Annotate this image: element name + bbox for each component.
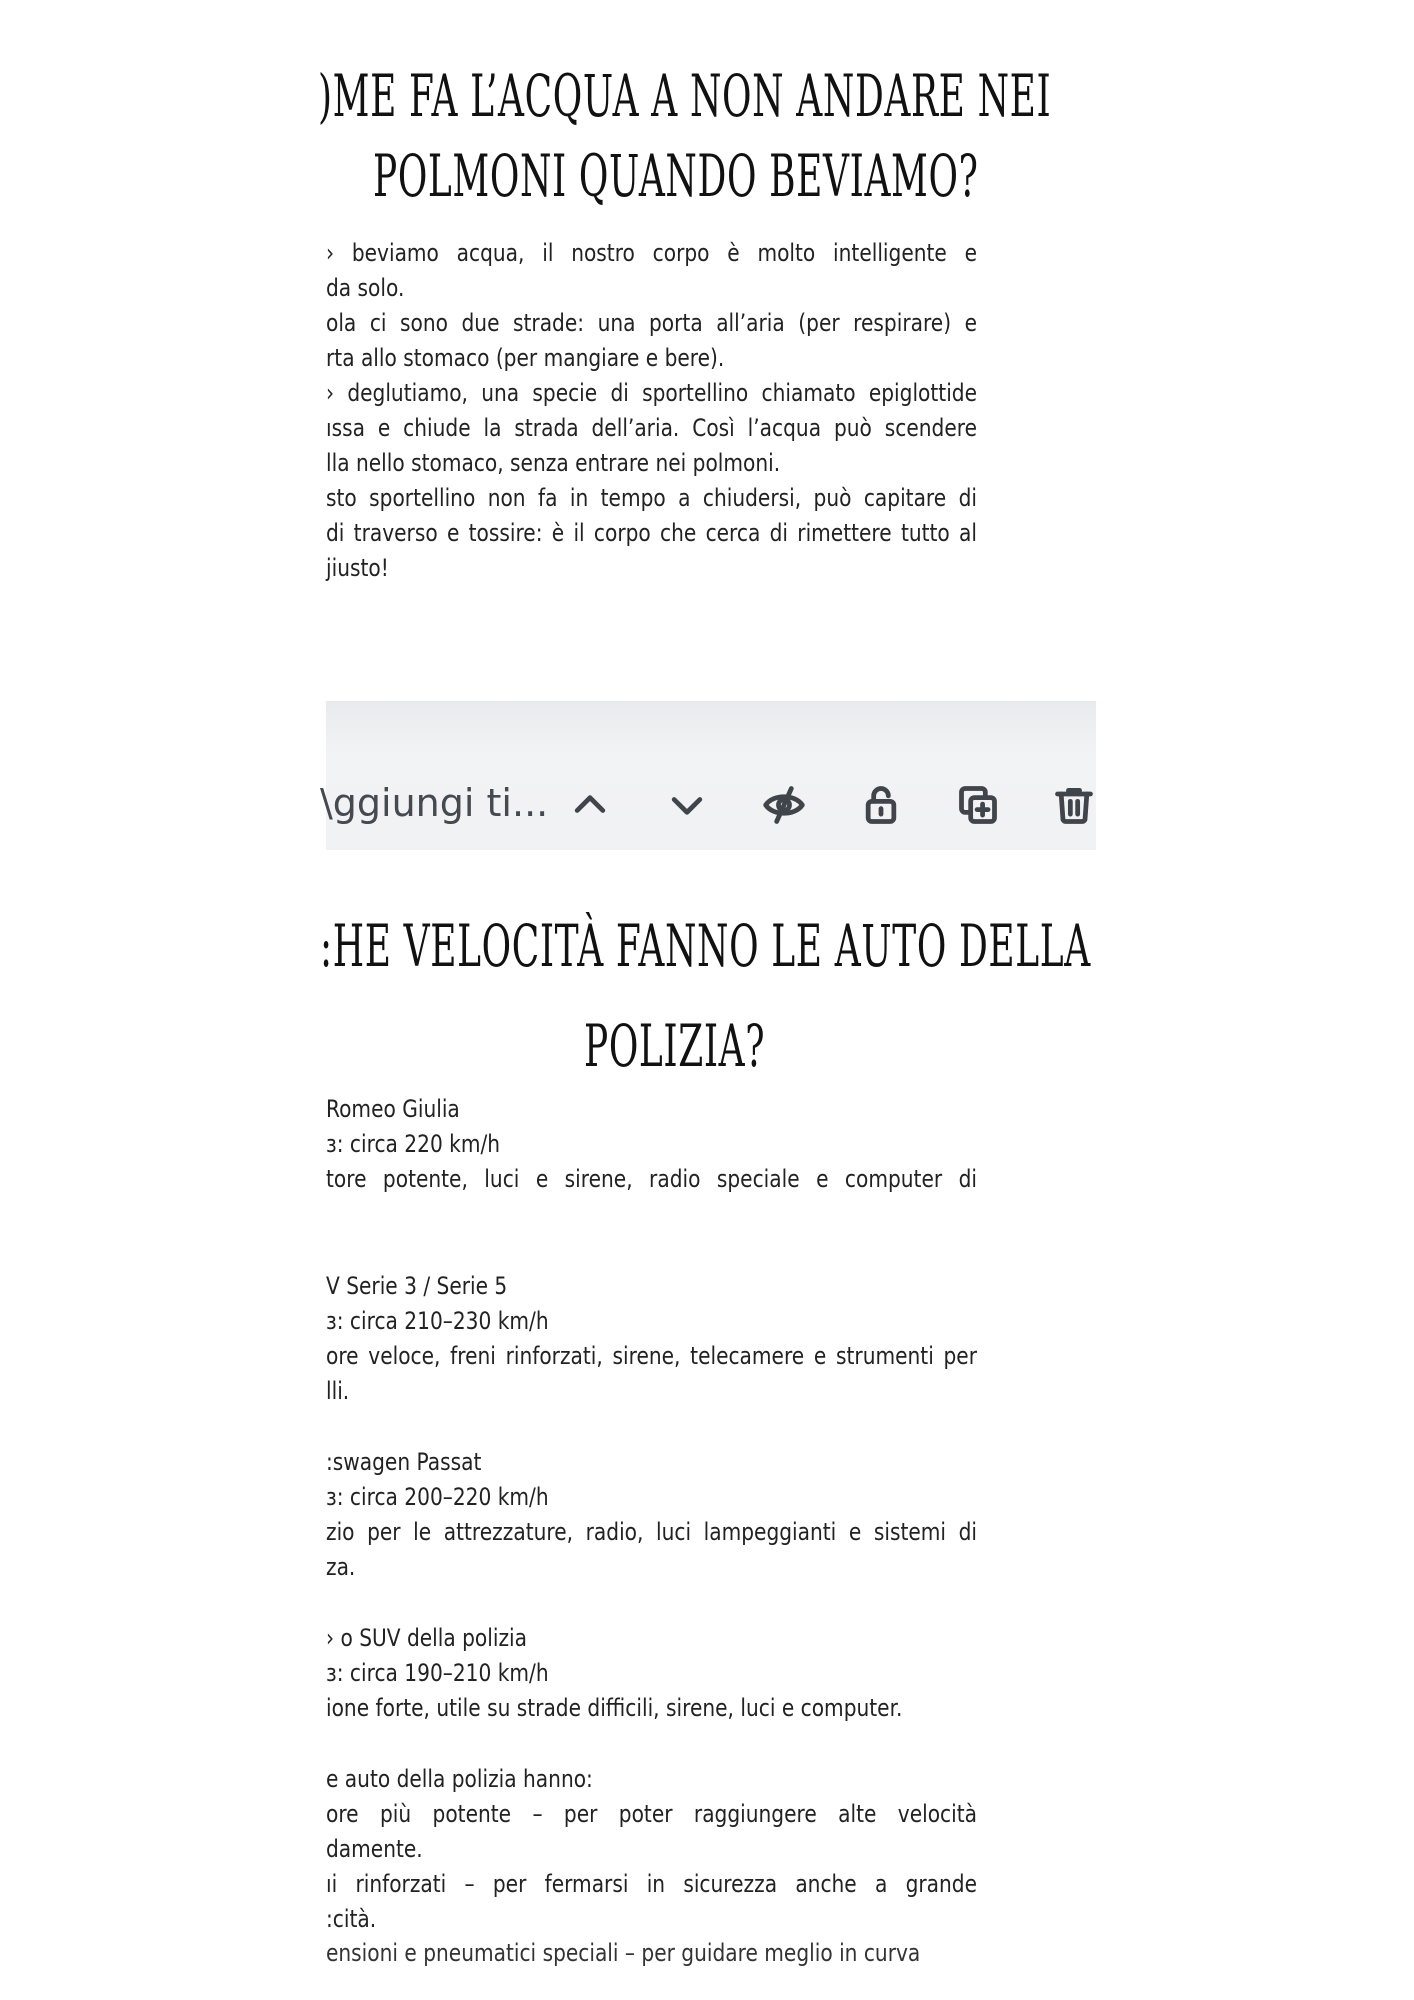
section1-title-line1[interactable]: )ME FA L’ACQUA A NON ANDARE NEI (318, 62, 1052, 130)
section2-title-line1[interactable]: :HE VELOCITÀ FANNO LE AUTO DELLA (320, 912, 1091, 980)
section2-line-8[interactable]: ore veloce, freni rinforzati, sirene, telecamere e strumenti per (326, 1342, 977, 1370)
section2-line-12[interactable]: ɜ: circa 200–220 km/h (326, 1483, 549, 1511)
page-toolbar (320, 701, 1096, 850)
add-title-button[interactable]: \ggiungi ti... (320, 781, 549, 825)
section1-title-clip (318, 55, 1096, 215)
section2-line-3[interactable]: tore potente, luci e sirene, radio speciale e computer di (326, 1165, 977, 1193)
section1-line-3[interactable]: ola ci sono due strade: una porta all’aria (per respirare) e (326, 309, 977, 337)
section1-line-7[interactable]: lla nello stomaco, senza entrare nei polmoni. (326, 449, 781, 477)
section2-line-7[interactable]: ɜ: circa 210–230 km/h (326, 1307, 549, 1335)
section2-line-24[interactable]: :cità. (326, 1905, 377, 1933)
section1-title-line2[interactable]: POLMONI QUANDO BEVIAMO? (373, 142, 979, 210)
section1-line-8[interactable]: sto sportellino non fa in tempo a chiudersi, può capitare di (326, 484, 977, 512)
lock-page-button[interactable] (853, 777, 909, 833)
duplicate-icon (956, 783, 1000, 827)
section2-line-21[interactable]: ore più potente – per poter raggiungere alte velocità (326, 1800, 977, 1828)
section1-line-1[interactable]: › beviamo acqua, il nostro corpo è molto intelligente e (326, 239, 977, 267)
duplicate-page-button[interactable] (950, 777, 1006, 833)
section1-body (326, 238, 1096, 598)
section2-line-6[interactable]: V Serie 3 / Serie 5 (326, 1272, 508, 1300)
move-up-button[interactable] (562, 777, 618, 833)
section2-cut-line[interactable]: ensioni e pneumatici speciali – per guidare meglio in curva (326, 1939, 921, 1967)
move-down-button[interactable] (659, 777, 715, 833)
section2-title-line2[interactable]: POLIZIA? (584, 1012, 766, 1080)
section2-line-22[interactable]: damente. (326, 1835, 423, 1863)
section2-line-2[interactable]: ɜ: circa 220 km/h (326, 1130, 501, 1158)
eye-off-icon (762, 783, 806, 827)
section2-line-14[interactable]: za. (326, 1553, 356, 1581)
trash-icon (1052, 783, 1096, 827)
section1-line-4[interactable]: rta allo stomaco (per mangiare e bere). (326, 344, 725, 372)
section2-line-9[interactable]: lli. (326, 1377, 350, 1405)
section2-line-23[interactable]: ıi rinforzati – per fermarsi in sicurezza anche a grande (326, 1870, 977, 1898)
hide-page-button[interactable] (756, 777, 812, 833)
section1-line-6[interactable]: ıssa e chiude la strada dell’aria. Così l’acqua può scendere (326, 414, 977, 442)
section2-line-17[interactable]: ɜ: circa 190–210 km/h (326, 1659, 549, 1687)
section2-line-20[interactable]: e auto della polizia hanno: (326, 1765, 593, 1793)
section2-cut-line-clip (326, 1939, 1096, 1967)
section2-title-clip (320, 905, 1096, 1090)
unlock-icon (859, 783, 903, 827)
section2-line-13[interactable]: zio per le attrezzature, radio, luci lampeggianti e sistemi di (326, 1518, 977, 1546)
chevron-up-icon (568, 783, 612, 827)
section2-line-18[interactable]: ione forte, utile su strade difficili, sirene, luci e computer. (326, 1694, 903, 1722)
section2-line-11[interactable]: :swagen Passat (326, 1448, 482, 1476)
delete-page-button[interactable] (1046, 777, 1102, 833)
section1-line-5[interactable]: › deglutiamo, una specie di sportellino chiamato epiglottide (326, 379, 977, 407)
section2-body (326, 1094, 1096, 1944)
section2-line-16[interactable]: › o SUV della polizia (326, 1624, 528, 1652)
section1-line-9[interactable]: di traverso e tossire: è il corpo che cerca di rimettere tutto al (326, 519, 977, 547)
section2-line-1[interactable]: Romeo Giulia (326, 1095, 460, 1123)
section1-line-2[interactable]: da solo. (326, 274, 405, 302)
section1-line-10[interactable]: jiusto! (326, 554, 389, 582)
chevron-down-icon (665, 783, 709, 827)
